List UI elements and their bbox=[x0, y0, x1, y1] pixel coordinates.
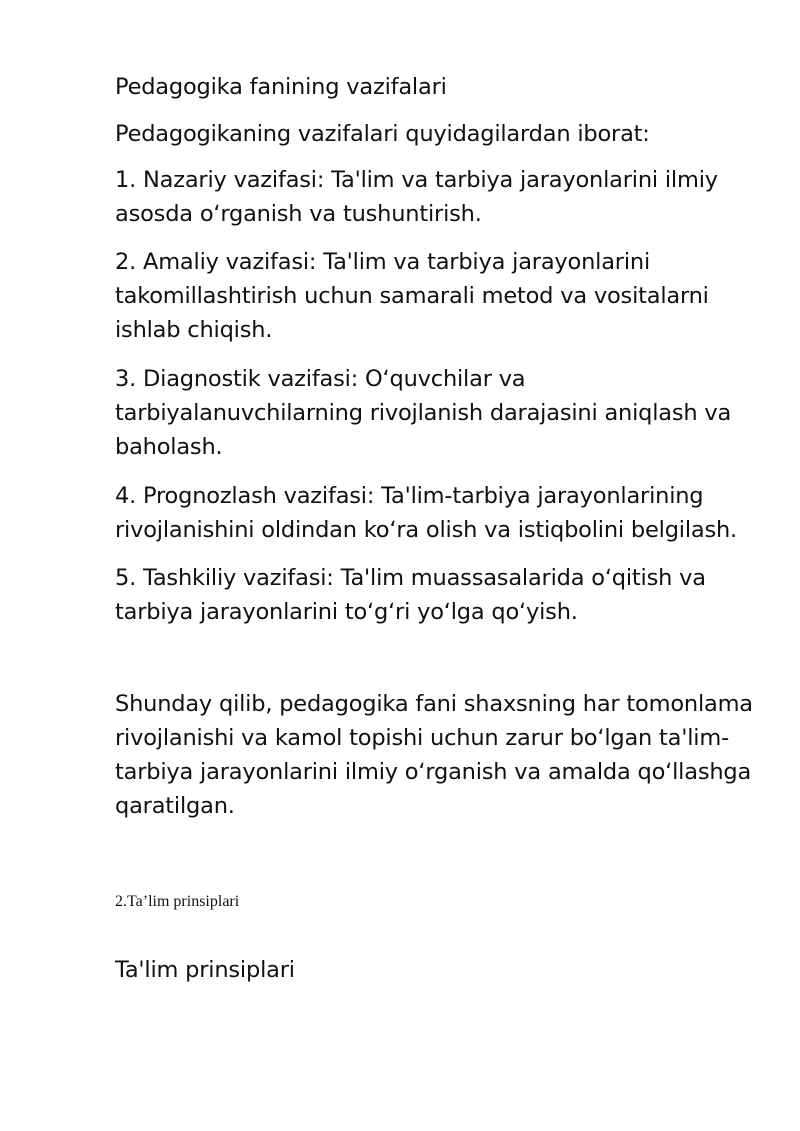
conclusion-line: qaratilgan. bbox=[115, 793, 235, 819]
section-title: Ta'lim prinsiplari bbox=[115, 957, 295, 983]
section-heading: 2.Ta’lim prinsiplari bbox=[115, 893, 240, 910]
list-item-line: rivojlanishini oldindan koʻra olish va istiqbolini belgilash. bbox=[115, 517, 737, 543]
list-item-line: tarbiya jarayonlarini toʻgʻri yoʻlga qoʻyish. bbox=[115, 599, 578, 625]
list-item-line: asosda oʻrganish va tushuntirish. bbox=[115, 201, 482, 227]
conclusion-line: Shunday qilib, pedagogika fani shaxsning har tomonlama bbox=[115, 691, 753, 717]
list-item-line: 1. Nazariy vazifasi: Ta'lim va tarbiya jarayonlarini ilmiy bbox=[115, 167, 718, 193]
list-item-line: ishlab chiqish. bbox=[115, 317, 273, 343]
list-item-line: 4. Prognozlash vazifasi: Ta'lim-tarbiya jarayonlarining bbox=[115, 483, 704, 509]
conclusion-line: tarbiya jarayonlarini ilmiy oʻrganish va amalda qoʻllashga bbox=[115, 759, 752, 785]
list-item-line: 5. Tashkiliy vazifasi: Ta'lim muassasalarida oʻqitish va bbox=[115, 565, 706, 591]
list-item-line: takomillashtirish uchun samarali metod va vositalarni bbox=[115, 283, 709, 309]
list-item-line: 3. Diagnostik vazifasi: Oʻquvchilar va bbox=[115, 366, 526, 392]
list-item-line: baholash. bbox=[115, 434, 223, 460]
list-item-line: 2. Amaliy vazifasi: Ta'lim va tarbiya jarayonlarini bbox=[115, 249, 651, 275]
document-title: Pedagogika fanining vazifalari bbox=[115, 74, 447, 100]
list-item-line: tarbiyalanuvchilarning rivojlanish darajasini aniqlash va bbox=[115, 400, 732, 426]
intro-paragraph: Pedagogikaning vazifalari quyidagilardan iborat: bbox=[115, 121, 650, 147]
conclusion-line: rivojlanishi va kamol topishi uchun zarur boʻlgan ta'lim- bbox=[115, 725, 729, 751]
